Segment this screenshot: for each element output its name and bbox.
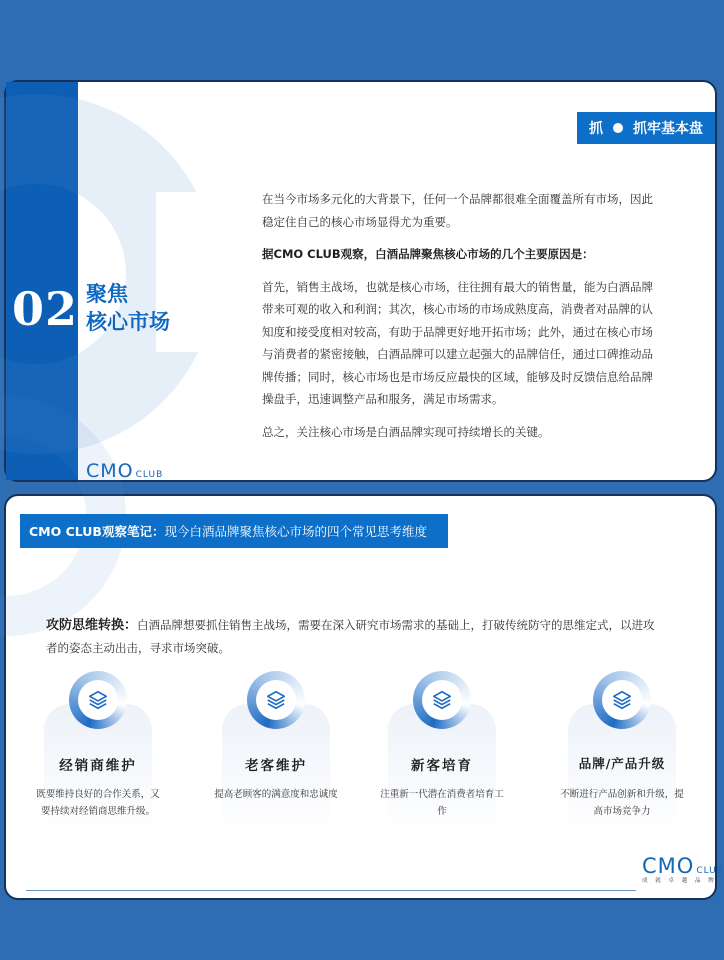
icon-ring [593,671,651,729]
feature-desc: 注重新一代潜在消费者培育工作 [380,789,504,817]
body-paragraph: 在当今市场多元化的大背景下，任何一个品牌都很难全面覆盖所有市场，因此稳定住自己的核心市场显得尤为重要。 [262,192,653,229]
logo-club-text: CLUB [696,866,724,876]
banner-bold: CMO CLUB观察笔记： [29,524,165,539]
logo-cmo-text: CMO [642,854,695,878]
section-tag [577,112,715,144]
feature-desc: 提高老顾客的满意度和忠诚度 [214,789,338,800]
dot-icon [613,123,623,133]
icon-ring [413,671,471,729]
layers-icon [611,689,633,711]
footer-divider [26,890,636,891]
feature-card-new-customer [380,696,504,856]
cmo-club-logo [642,854,724,884]
layers-icon [87,689,109,711]
intro-paragraph [46,614,656,659]
section-card-focus [4,80,717,482]
feature-title: 新客培育 [411,758,473,774]
body-paragraph: 总之，关注核心市场是白酒品牌实现可持续增长的关键。 [262,424,550,439]
section-title-line1: 聚焦 [86,282,128,306]
section-body [262,188,664,453]
layers-icon [431,689,453,711]
tag-label-short: 抓 [589,121,603,137]
intro-text: 白酒品牌想要抓住销售主战场，需要在深入研究市场需求的基础上，打破传统防守的思维定式，以进攻者的姿态主动出击，寻求市场突破。 [46,618,655,655]
section-title-line2: 核心市场 [86,310,170,334]
feature-title: 品牌/产品升级 [578,756,666,771]
section-title [86,280,170,336]
tag-label-long: 抓牢基本盘 [633,121,703,137]
logo-slogan: 成 就 卓 越 品 牌 [642,878,717,884]
feature-title: 老客维护 [245,758,307,774]
body-paragraph: 首先，销售主战场，也就是核心市场，往往拥有最大的销售量，能为白酒品牌带来可观的收入和利润；其次，核心市场的市场成熟度高，消费者对品牌的认知度和接受度相对较高，有助于品牌更好地开拓市场；此外，通过在核心市场与消费者的紧密接触，白酒品牌可以建立起强大的品牌信任，通过口碑推动品牌传播；同时，核心市场也是市场反应最快的区域，能够及时反馈信息给品牌操盘手，迅速调整产品和服务，满足市场需求。 [262,279,653,406]
banner-text: 现今白酒品牌聚焦核心市场的四个常见思考维度 [164,524,427,539]
section-number: 02 [12,282,79,336]
layers-icon [265,689,287,711]
feature-card-brand-upgrade [560,696,684,856]
intro-bold: 攻防思维转换： [46,618,138,633]
feature-desc: 不断进行产品创新和升级，提高市场竞争力 [560,789,684,817]
section-card-notes [4,494,724,900]
logo-cmo-text: CMO [86,460,134,482]
notes-banner [20,514,448,548]
feature-title: 经销商维护 [59,758,137,774]
logo-club-text: CLUB [135,470,164,480]
icon-ring [69,671,127,729]
feature-card-old-customer [214,696,338,856]
body-paragraph-bold: 据CMO CLUB观察，白酒品牌聚焦核心市场的几个主要原因是： [262,247,594,261]
feature-desc: 既要维持良好的合作关系，又要持续对经销商思维升级。 [36,789,160,817]
icon-ring [247,671,305,729]
feature-card-dealer [36,696,160,856]
